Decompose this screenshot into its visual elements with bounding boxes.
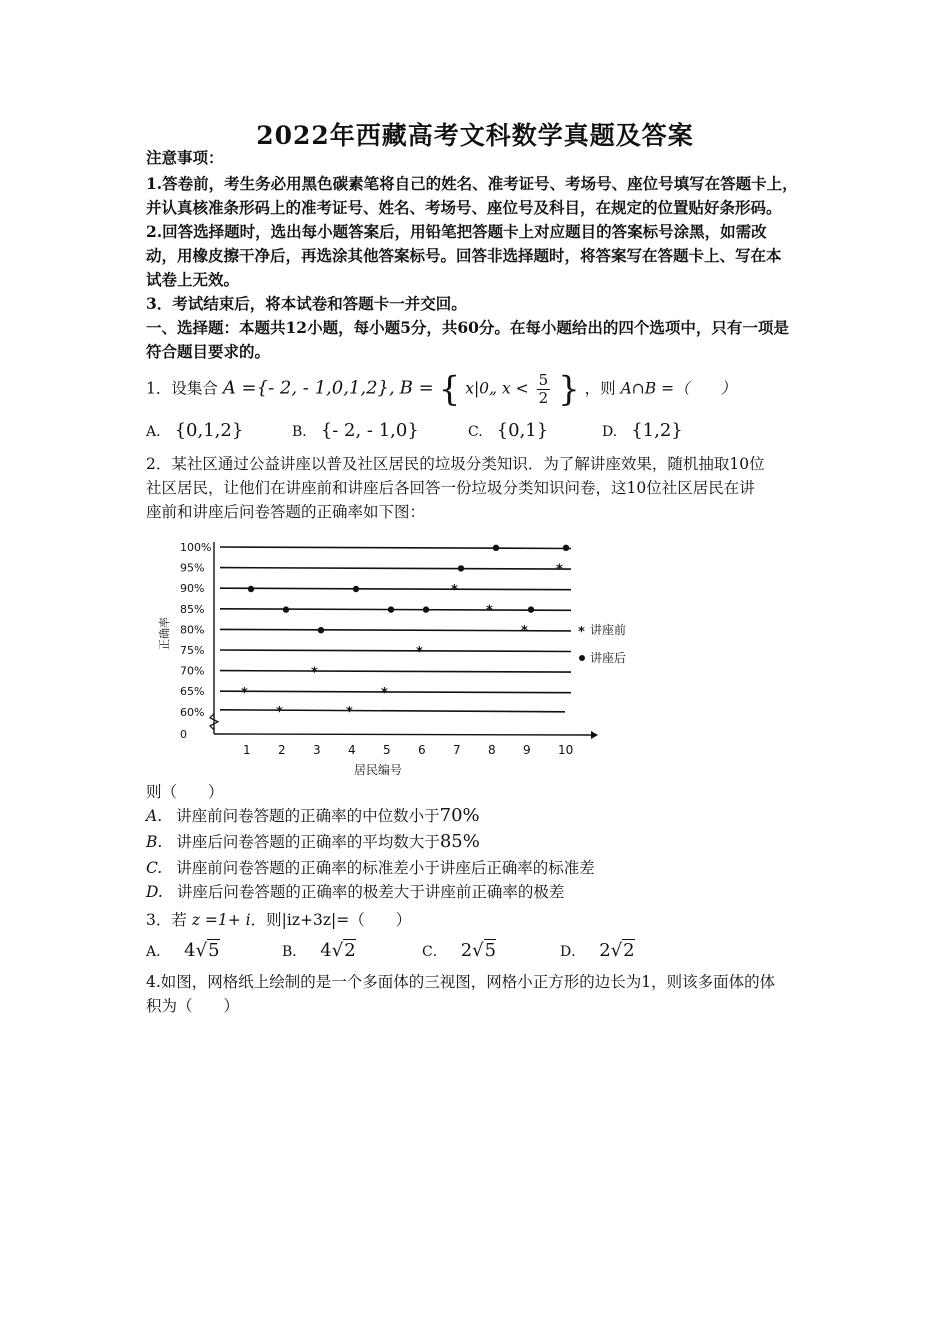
after-lecture-point [248, 586, 254, 592]
legend-label-after: 讲座后 [590, 651, 627, 665]
y-tick-label: 60% [180, 705, 205, 719]
after-lecture-point [283, 606, 289, 612]
question-2-line: 2．某社区通过公益讲座以普及社区居民的垃圾分类知识．为了解讲座效果，随机抽取10位 [146, 455, 765, 473]
q2-option-d: D. 讲座后问卷答题的正确率的极差大于讲座前正确率的极差 [146, 883, 565, 901]
y-tick-label: 80% [180, 623, 205, 637]
note-line: 动，用橡皮擦干净后，再选涂其他答案标号。回答非选择题时，将答案写在答题卡上、写在本 [146, 246, 782, 265]
grid-line [220, 671, 571, 673]
q1-frac-num: 5 [538, 371, 549, 389]
x-tick-label: 2 [278, 743, 286, 757]
grid-line [220, 609, 571, 611]
before-lecture-point: * [486, 603, 493, 619]
note-line: 试卷上无效。 [146, 270, 240, 289]
y-tick-label: 75% [180, 644, 205, 657]
q1-frac-den: 2 [538, 389, 549, 407]
after-lecture-point [493, 545, 499, 551]
grid-line [220, 691, 571, 693]
left-brace-icon: { [438, 369, 461, 410]
question-4-line: 积为（ ） [146, 997, 240, 1015]
grid-line [220, 710, 565, 712]
x-tick-label: 3 [313, 743, 321, 757]
question-2-line: 社区居民，让他们在讲座前和讲座后各回答一份垃圾分类知识问卷，这10位社区居民在讲 [146, 479, 755, 497]
after-lecture-point [563, 545, 569, 551]
legend-star-icon: * [578, 625, 585, 640]
grid-line [220, 568, 571, 570]
q1-set-a: A ={- 2, - 1,0,1,2}, [222, 377, 395, 399]
x-tick-label: 4 [348, 743, 356, 757]
after-lecture-point [423, 606, 429, 612]
after-lecture-point [353, 586, 359, 592]
grid-line [220, 547, 571, 549]
x-tick-label: 8 [488, 743, 496, 757]
legend-dot-icon [579, 655, 585, 661]
note-line: 并认真核准条形码上的准考证号、姓名、考场号、座位号及科目，在规定的位置贴好条形码。 [146, 198, 782, 217]
x-axis-label: 居民编号 [354, 763, 403, 777]
after-lecture-point [528, 606, 534, 612]
q2-then: 则（ ） [146, 783, 224, 801]
before-lecture-point: * [416, 644, 423, 660]
question-3: 3．若 z =1+ i．则|iz+3z|=（ ） [146, 911, 412, 929]
q1-set-b-lhs: B = [399, 377, 434, 399]
q1-option-b: B. {- 2, - 1,0} [292, 420, 419, 441]
x-tick-label: 7 [453, 743, 461, 757]
q1-option-d: D. {1,2} [602, 420, 683, 441]
legend-label-before: 讲座前 [590, 623, 627, 637]
grid-line [220, 629, 571, 631]
x-tick-label: 9 [523, 743, 531, 757]
q3-option-b: B． 4√2 [282, 940, 356, 961]
accuracy-chart [146, 532, 627, 782]
notes-heading: 注意事项： [146, 148, 224, 167]
before-lecture-point: * [521, 624, 528, 640]
y-tick-label: 95% [180, 561, 205, 575]
after-lecture-point [458, 565, 464, 571]
page-title: 2022年西藏高考文科数学真题及答案 [256, 121, 694, 150]
grid-line [220, 588, 571, 590]
q2-option-a: A. 讲座前问卷答题的正确率的中位数小于70% [146, 805, 480, 826]
x-tick-label: 6 [418, 743, 426, 757]
q2-option-b: B. 讲座后问卷答题的正确率的平均数大于85% [146, 831, 480, 852]
x-axis-arrow-icon [591, 731, 598, 739]
q2-option-c: C. 讲座前问卷答题的正确率的标准差小于讲座后正确率的标准差 [146, 859, 595, 877]
q1-option-c: C. {0,1} [468, 420, 549, 441]
q1-set-b-condition: x|0„ x < [465, 379, 529, 398]
q3-option-c: C． 2√5 [422, 940, 497, 961]
question-4-line: 4.如图，网格纸上绘制的是一个多面体的三视图，网格小正方形的边长为1，则该多面体的体 [146, 973, 776, 991]
q1-ask: A∩B =（ ） [620, 379, 737, 398]
q1-options [146, 420, 826, 446]
before-lecture-point: * [451, 583, 458, 598]
q1-option-a: A. {0,1,2} [146, 420, 244, 441]
note-line: 3．考试结束后，将本试卷和答题卡一并交回。 [146, 294, 467, 313]
x-axis [214, 734, 591, 735]
y-tick-label: 0 [180, 728, 187, 741]
q3-options [146, 940, 826, 966]
q1-suffix: ，则 [584, 379, 616, 398]
y-tick-label: 65% [180, 685, 205, 699]
before-lecture-point: * [311, 665, 318, 681]
q1-fraction [537, 372, 551, 407]
x-tick-label: 10 [558, 743, 574, 757]
y-tick-label: 100% [180, 541, 212, 554]
x-tick-label: 1 [243, 743, 251, 757]
section-heading-cont: 符合题目要求的。 [146, 342, 271, 361]
y-tick-label: 90% [180, 582, 205, 596]
question-1 [146, 369, 826, 410]
before-lecture-point: * [276, 704, 283, 720]
question-2-line: 座前和讲座后问卷答题的正确率如下图： [146, 503, 426, 521]
before-lecture-point: * [346, 704, 353, 720]
y-tick-label: 70% [180, 664, 205, 678]
y-axis-label: 正确率 [158, 617, 171, 650]
accuracy-chart-svg [146, 532, 627, 782]
y-tick-label: 85% [180, 602, 205, 616]
right-brace-icon: } [558, 369, 580, 410]
q3-condition: z =1+ i [191, 911, 251, 929]
note-line: 1.答卷前，考生务必用黑色碳素笔将自己的姓名、准考证号、考场号、座位号填写在答题卡上， [146, 174, 798, 193]
after-lecture-point [318, 627, 324, 633]
q3-option-d: D． 2√2 [560, 940, 635, 961]
grid-line [220, 650, 571, 652]
q3-option-a: A． 4√5 [146, 940, 220, 961]
section-heading: 一、选择题：本题共12小题，每小题5分，共60分。在每小题给出的四个选项中，只有一项是 [146, 318, 789, 337]
after-lecture-point [388, 606, 394, 612]
before-lecture-point: * [241, 686, 248, 701]
before-lecture-point: * [381, 686, 388, 701]
q1-prefix: 1．设集合 [146, 379, 218, 398]
before-lecture-point: * [556, 562, 563, 578]
x-tick-label: 5 [383, 743, 391, 757]
note-line: 2.回答选择题时，选出每小题答案后，用铅笔把答题卡上对应题目的答案标号涂黑，如需改 [146, 222, 767, 241]
